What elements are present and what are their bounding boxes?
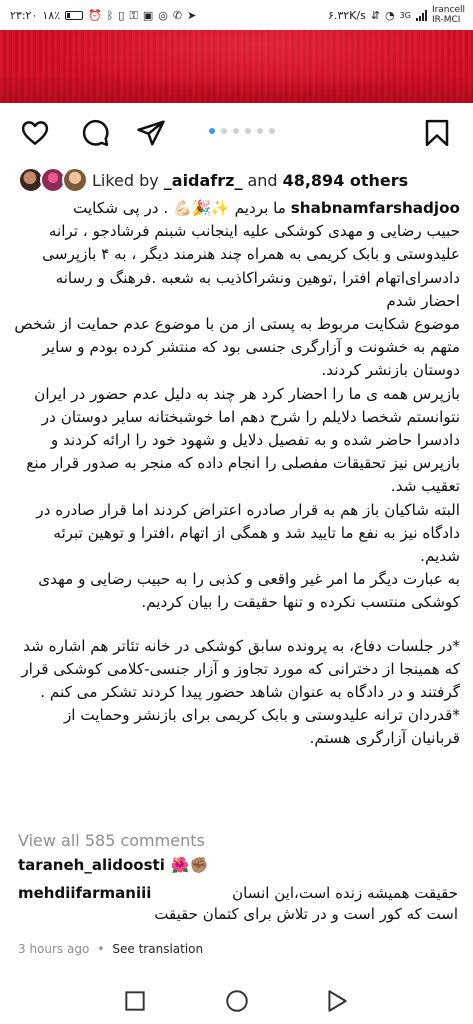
post-time: 3 hours ago <box>18 942 90 956</box>
home-icon[interactable] <box>224 988 250 1014</box>
image-icon: ▣ <box>142 8 154 22</box>
signal-icon <box>416 10 427 21</box>
caption-username[interactable]: shabnamfarshadjoo <box>290 199 460 217</box>
caption-paragraph: نتوانستم شخصا دلایلم را شرح دهم اما خوشبختانه سایر دوستان در دادسرا حاضر شده و به تفصیل دلایل و شهود خود را ارائه کردند و بازپرس نیز تحقیقات مفصلی را انجام داده که منجر به صدور قرار منع تعقیب شد. <box>26 407 460 496</box>
caption-paragraph: البته شاکیان باز هم به قرار صادره اعتراض کردند اما قرار صادره در دادگاه نیز به نفع ما تایید شد و همگی از اتهام ،افترا و توهین تبرئه شدیم. <box>36 500 460 566</box>
carousel-dot <box>209 128 215 134</box>
post-caption <box>14 197 460 751</box>
comment-bubble-icon[interactable] <box>80 118 110 148</box>
caption-paragraph: *قدردان ترانه علیدوستی و بابک کریمی برای بازنشر وحمایت از قربانیان آزارگری هستم. <box>63 706 460 748</box>
post-meta <box>18 942 203 956</box>
carousel-indicator <box>209 128 275 134</box>
comment-first-line <box>18 884 458 902</box>
caption-first-line <box>14 197 460 220</box>
network-speed: ۶.۳۲K/s <box>327 8 366 22</box>
comment-text: 🌺✊🏽 <box>170 856 209 874</box>
share-send-icon[interactable] <box>136 118 166 148</box>
telegram-icon: ➤ <box>187 8 197 22</box>
status-right <box>328 5 465 25</box>
comment-username[interactable]: taraneh_alidoosti <box>18 856 165 874</box>
comment-item <box>18 856 208 874</box>
comment-text: حقیقت همیشه زنده است،این انسان <box>232 884 458 902</box>
carrier-name: Irancell <box>431 5 465 15</box>
bluetooth-icon: ᛒ <box>106 8 114 22</box>
like-heart-icon[interactable] <box>20 118 50 148</box>
carrier <box>432 5 465 25</box>
carousel-dot <box>221 128 227 134</box>
carousel-dot <box>257 128 263 134</box>
network-badge: 3G <box>399 10 411 20</box>
liked-by-user[interactable]: _aidafrz_ <box>163 170 243 190</box>
avatar <box>62 167 88 193</box>
system-navigation-bar <box>0 980 473 1024</box>
liked-by-text <box>92 171 408 190</box>
comment-text-continued: است که کور است و در تلاش برای کتمان حقیقت <box>154 905 458 923</box>
status-bar <box>0 0 473 30</box>
whatsapp-icon: ✆ <box>172 8 183 22</box>
meta-separator: • <box>97 942 105 956</box>
vibrate-icon: ▯ <box>118 8 125 22</box>
carousel-dot <box>269 128 275 134</box>
key-icon: ⚿ <box>129 8 138 22</box>
battery-percent: ۱۸٪ <box>42 8 61 22</box>
back-icon[interactable] <box>324 988 350 1014</box>
caption-paragraph: به عبارت دیگر ما امر غیر واقعی و کذبی را به حبیب رضایی و مهدی کوشکی منتسب نکرده و تنها حقیقت را بیان کردیم. <box>38 570 460 612</box>
battery-icon <box>65 11 83 20</box>
caption-gap <box>14 615 460 635</box>
alarm-icon: ⏰ <box>88 8 102 22</box>
liker-avatars <box>18 166 90 194</box>
comment-item <box>18 884 458 923</box>
save-bookmark-icon[interactable] <box>422 118 452 148</box>
carousel-dot <box>245 128 251 134</box>
instagram-icon: ◎ <box>158 8 168 22</box>
liked-by-row[interactable] <box>18 166 408 194</box>
post-image[interactable] <box>0 30 473 103</box>
liked-by-and: and <box>247 170 278 190</box>
carousel-dot <box>233 128 239 134</box>
likes-count[interactable]: 48,894 others <box>282 170 409 190</box>
caption-paragraph: بازپرس همه ی ما را احضار کرد هر چند به دلیل عدم حضور در ایران <box>34 384 460 403</box>
liked-by-prefix: Liked by <box>92 170 159 190</box>
see-translation-link[interactable]: See translation <box>112 942 204 956</box>
wifi-icon: ◔ <box>385 8 395 22</box>
recent-apps-icon[interactable] <box>122 988 148 1014</box>
clock: ۲۳:۲۰ <box>10 8 38 22</box>
caption-paragraph: حبیب رضایی و مهدی کوشکی علیه اینجانب شبنم فرشادجو ، ترانه علیدوستی و بابک کریمی به همراه چند هنرمند دیگر ، به ۴ بازپرسی دادسرای‌اتهام افترا ,توهین ونشراکاذیب به شعبه .فرهنگ و رسانه احضار شدم <box>42 222 460 310</box>
view-all-comments-link[interactable]: View all 585 comments <box>18 831 205 850</box>
comment-username[interactable]: mehdiifarmaniii <box>18 884 152 902</box>
caption-body <box>14 220 460 614</box>
carrier-code: IR-MCI <box>431 15 461 25</box>
caption-paragraph: *در جلسات دفاع، به پرونده سابق کوشکی در خانه تئاتر هم اشاره شد که همینجا از دخترانی که مورد تجاوز و آزار جنسی-کلامی کوشکی قرار گرفتند و در دادگاه به عنوان شاهد حضور پیدا کردند تشکر می کنم . <box>21 636 460 702</box>
caption-first-line-text: ما بردیم ✨🎉💪🏻 . در پی شکایت <box>73 199 286 217</box>
status-left <box>10 9 196 22</box>
caption-paragraph: موضوع شکایت مربوط به پستی از من با موضوع عدم حمایت از شخص متهم به خشونت و آزارگری جنسی بود که منتشر کرده بودم و سایر دوستان بازنشر کردند. <box>14 315 460 380</box>
caption-footnotes <box>14 635 460 751</box>
download-icon: ⇵ <box>370 8 381 22</box>
